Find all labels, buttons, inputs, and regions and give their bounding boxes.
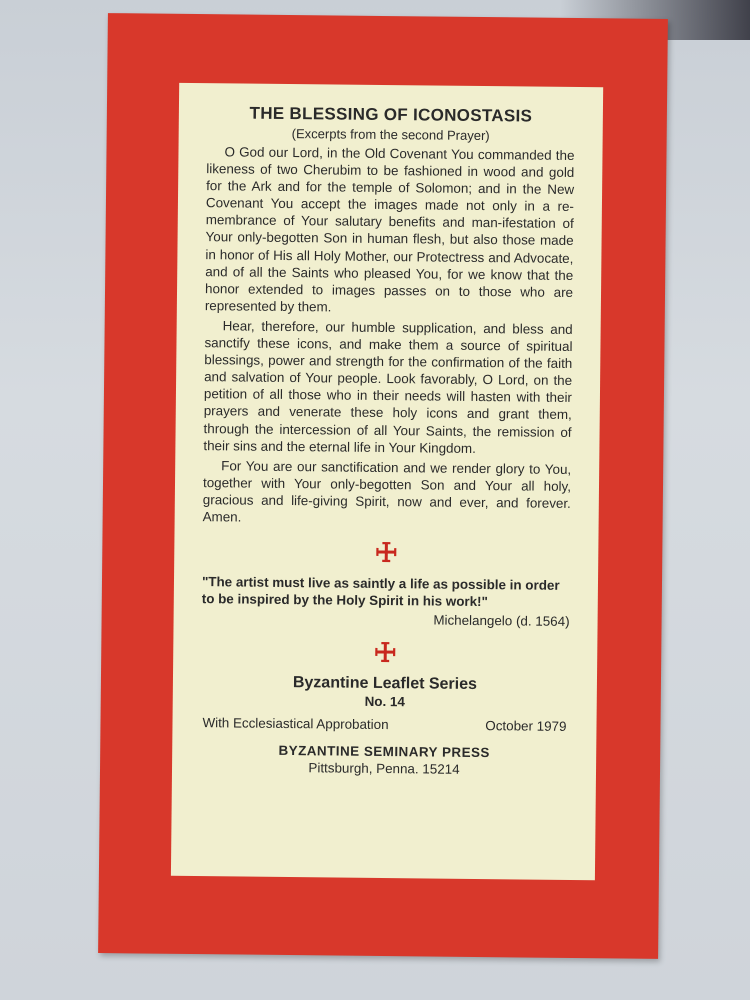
cross-potent-icon [375, 541, 397, 563]
leaflet-subtitle: (Excerpts from the second Prayer) [291, 126, 490, 144]
michelangelo-quote: "The artist must live as saintly a life as possible in order to be inspired by the Holy Spirit in his work!" [201, 574, 560, 610]
series-number: No. 14 [364, 693, 405, 710]
approbation-line [200, 715, 568, 734]
prayer-paragraph-1: O God our Lord, in the Old Covenant You commanded the likeness of two Cherubim to be fashioned in wood and gold for the Ark and for the temple of Solomon; and in the New Covenant You accept the images made not only in a re-membrance of Your salutary benefits and man-ifestation of Your only-begotten Son in human flesh, but also those made in honor of His all Holy Mother, our Protectress and Advocate, and of all the Saints who pleased You, for we know that the honor extended to images passes on to those who are represented by them. [204, 144, 575, 315]
publisher-name: BYZANTINE SEMINARY PRESS [278, 742, 490, 761]
quote-attribution: Michelangelo (d. 1564) [433, 612, 570, 630]
cross-potent-icon [374, 641, 396, 663]
leaflet-title: THE BLESSING OF ICONOSTASIS [249, 103, 533, 126]
text-panel [171, 83, 603, 880]
prayer-paragraph-3: For You are our sanctification and we render glory to You, together with Your only-begotten Son and Your all holy, gracious and life-giving Spirit, now and ever, and forever. Amen. [202, 457, 572, 525]
series-title: Byzantine Leaflet Series [292, 674, 478, 694]
publication-date: October 1979 [485, 718, 567, 734]
approbation-text: With Ecclesiastical Approbation [202, 715, 389, 733]
leaflet-cover [98, 13, 668, 959]
publisher-location: Pittsburgh, Penna. 15214 [308, 760, 460, 777]
prayer-paragraph-2: Hear, therefore, our humble supplication, and bless and sanctify these icons, and make them a source of spiritual blessings, power and strength for the confirmation of the faith and salvation of Your people. Look favorably, O Lord, on the petition of all those who in their needs will hasten with their prayers and venerate these holy icons and grant them, through the intercession of all Your Saints, the remission of their sins and the eternal life in Your Kingdom. [203, 318, 573, 456]
